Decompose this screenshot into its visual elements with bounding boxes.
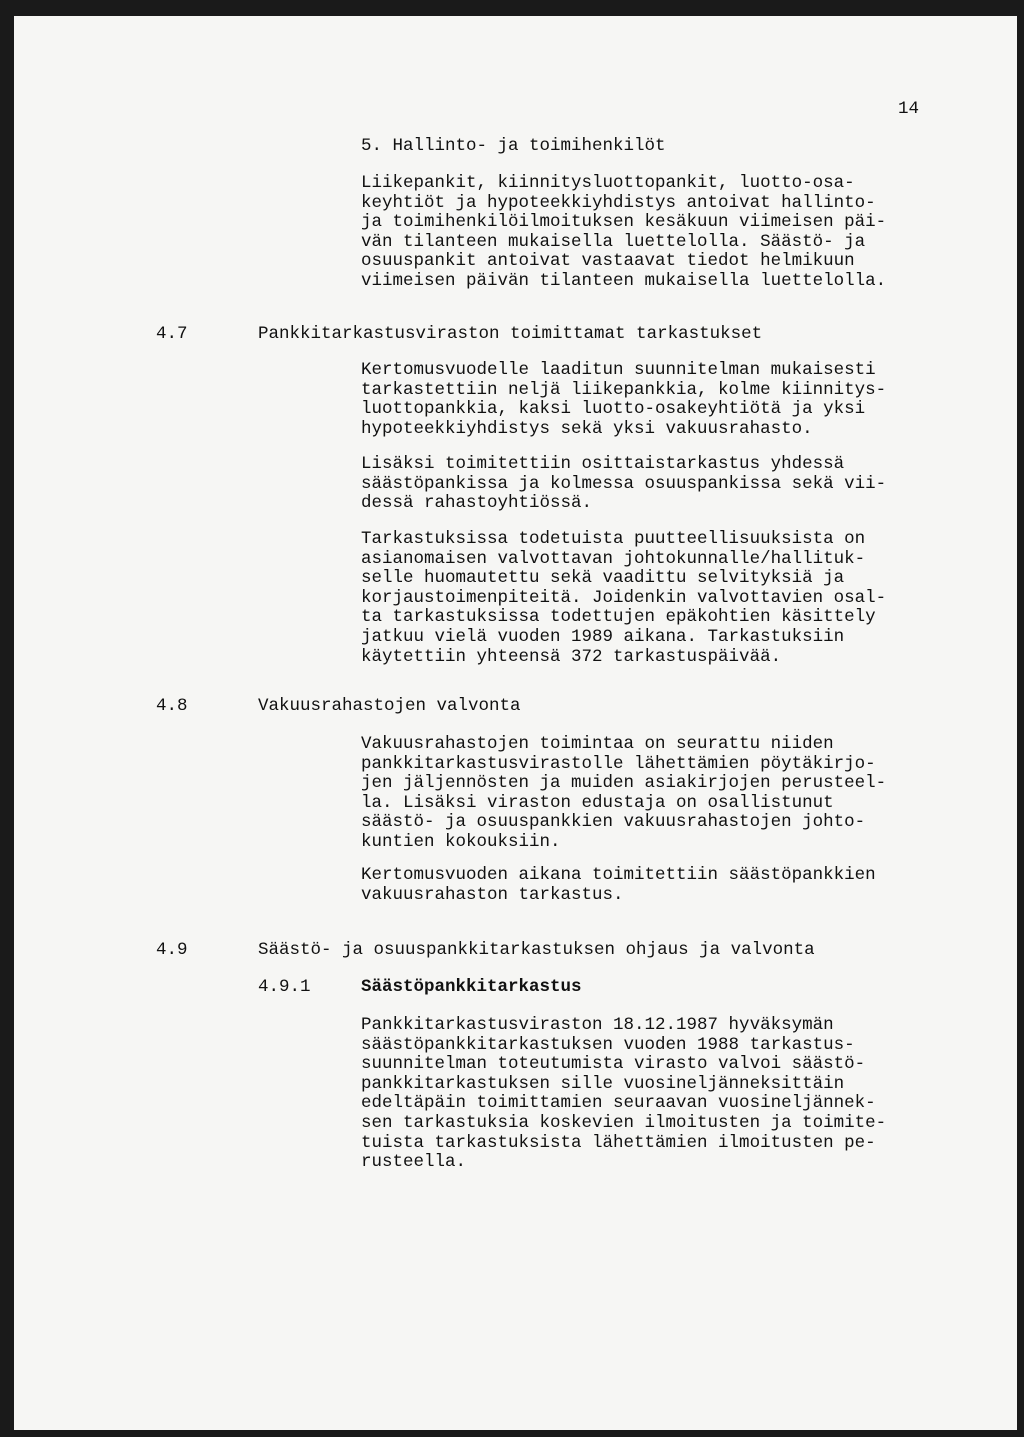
- page-number: 14: [898, 99, 920, 119]
- section-4-7-paragraph-2: Lisäksi toimitettiin osittaistarkastus yhdessä säästöpankissa ja kolmessa osuuspankissa sekä vii- dessä rahastoyhtiössä.: [361, 454, 887, 514]
- section-4-7-paragraph-3: Tarkastuksissa todetuista puutteellisuuksista on asianomaisen valvottavan johtokunnalle/hallituk- selle huomautettu sekä vaadittu selvityksiä ja korjaustoimenpiteitä. Joidenkin valvottavien osal- ta tarkastuksissa todettujen epäkohtien käsittely jatkuu vielä vuoden 1989 aikana. Tarkastuksiin käytettiin yhteensä 372 tarkastuspäivää.: [361, 529, 887, 667]
- section-4-9-title: Säästö- ja osuuspankkitarkastuksen ohjaus ja valvonta: [258, 940, 815, 960]
- section-4-7-paragraph-1: Kertomusvuodelle laaditun suunnitelman mukaisesti tarkastettiin neljä liikepankkia, kolme kiinnitys- luottopankkia, kaksi luotto-osakeyhtiötä ja yksi hypoteekkiyhdistys sekä yksi vakuusrahasto.: [361, 360, 887, 439]
- section-4-7-title: Pankkitarkastusviraston toimittamat tarkastukset: [258, 324, 763, 344]
- section-4-8-title: Vakuusrahastojen valvonta: [258, 696, 521, 716]
- section-5-paragraph: Liikepankit, kiinnitysluottopankit, luotto-osa- keyhtiöt ja hypoteekkiyhdistys antoivat hallinto- ja toimihenkilöilmoituksen kesäkuun viimeisen päi- vän tilanteen mukaisella luettelolla. Säästö- ja osuuspankit antoivat vastaavat tiedot helmikuun viimeisen päivän tilanteen mukaisella luettelolla.: [361, 173, 887, 291]
- section-4-9-1-paragraph: Pankkitarkastusviraston 18.12.1987 hyväksymän säästöpankkitarkastuksen vuoden 1988 tarkastus- suunnitelman toteutumista virasto valvoi säästö- pankkitarkastuksen sille vuosineljänneksittäin edeltäpäin toimittamien seuraavan vuosineljännek- sen tarkastuksia koskevien ilmoitusten ja toimite- tuista tarkastuksista lähettämien ilmoitusten pe- rusteella.: [361, 1015, 887, 1173]
- section-4-9-1-title: Säästöpankkitarkastus: [361, 977, 582, 997]
- section-4-8-number: 4.8: [156, 696, 188, 716]
- section-4-8-paragraph-2: Kertomusvuoden aikana toimitettiin säästöpankkien vakuusrahaston tarkastus.: [361, 865, 876, 905]
- section-5-heading: 5. Hallinto- ja toimihenkilöt: [361, 136, 666, 156]
- section-4-8-paragraph-1: Vakuusrahastojen toimintaa on seurattu niiden pankkitarkastusvirastolle lähettämien pöytäkirjo- jen jäljennösten ja muiden asiakirjojen perusteel- la. Lisäksi viraston edustaja on osallistunut säästö- ja osuuspankkien vakuusrahastojen johto- kuntien kokouksiin.: [361, 734, 887, 852]
- section-4-7-number: 4.7: [156, 324, 188, 344]
- section-4-9-number: 4.9: [156, 940, 188, 960]
- section-4-9-1-number: 4.9.1: [258, 977, 311, 997]
